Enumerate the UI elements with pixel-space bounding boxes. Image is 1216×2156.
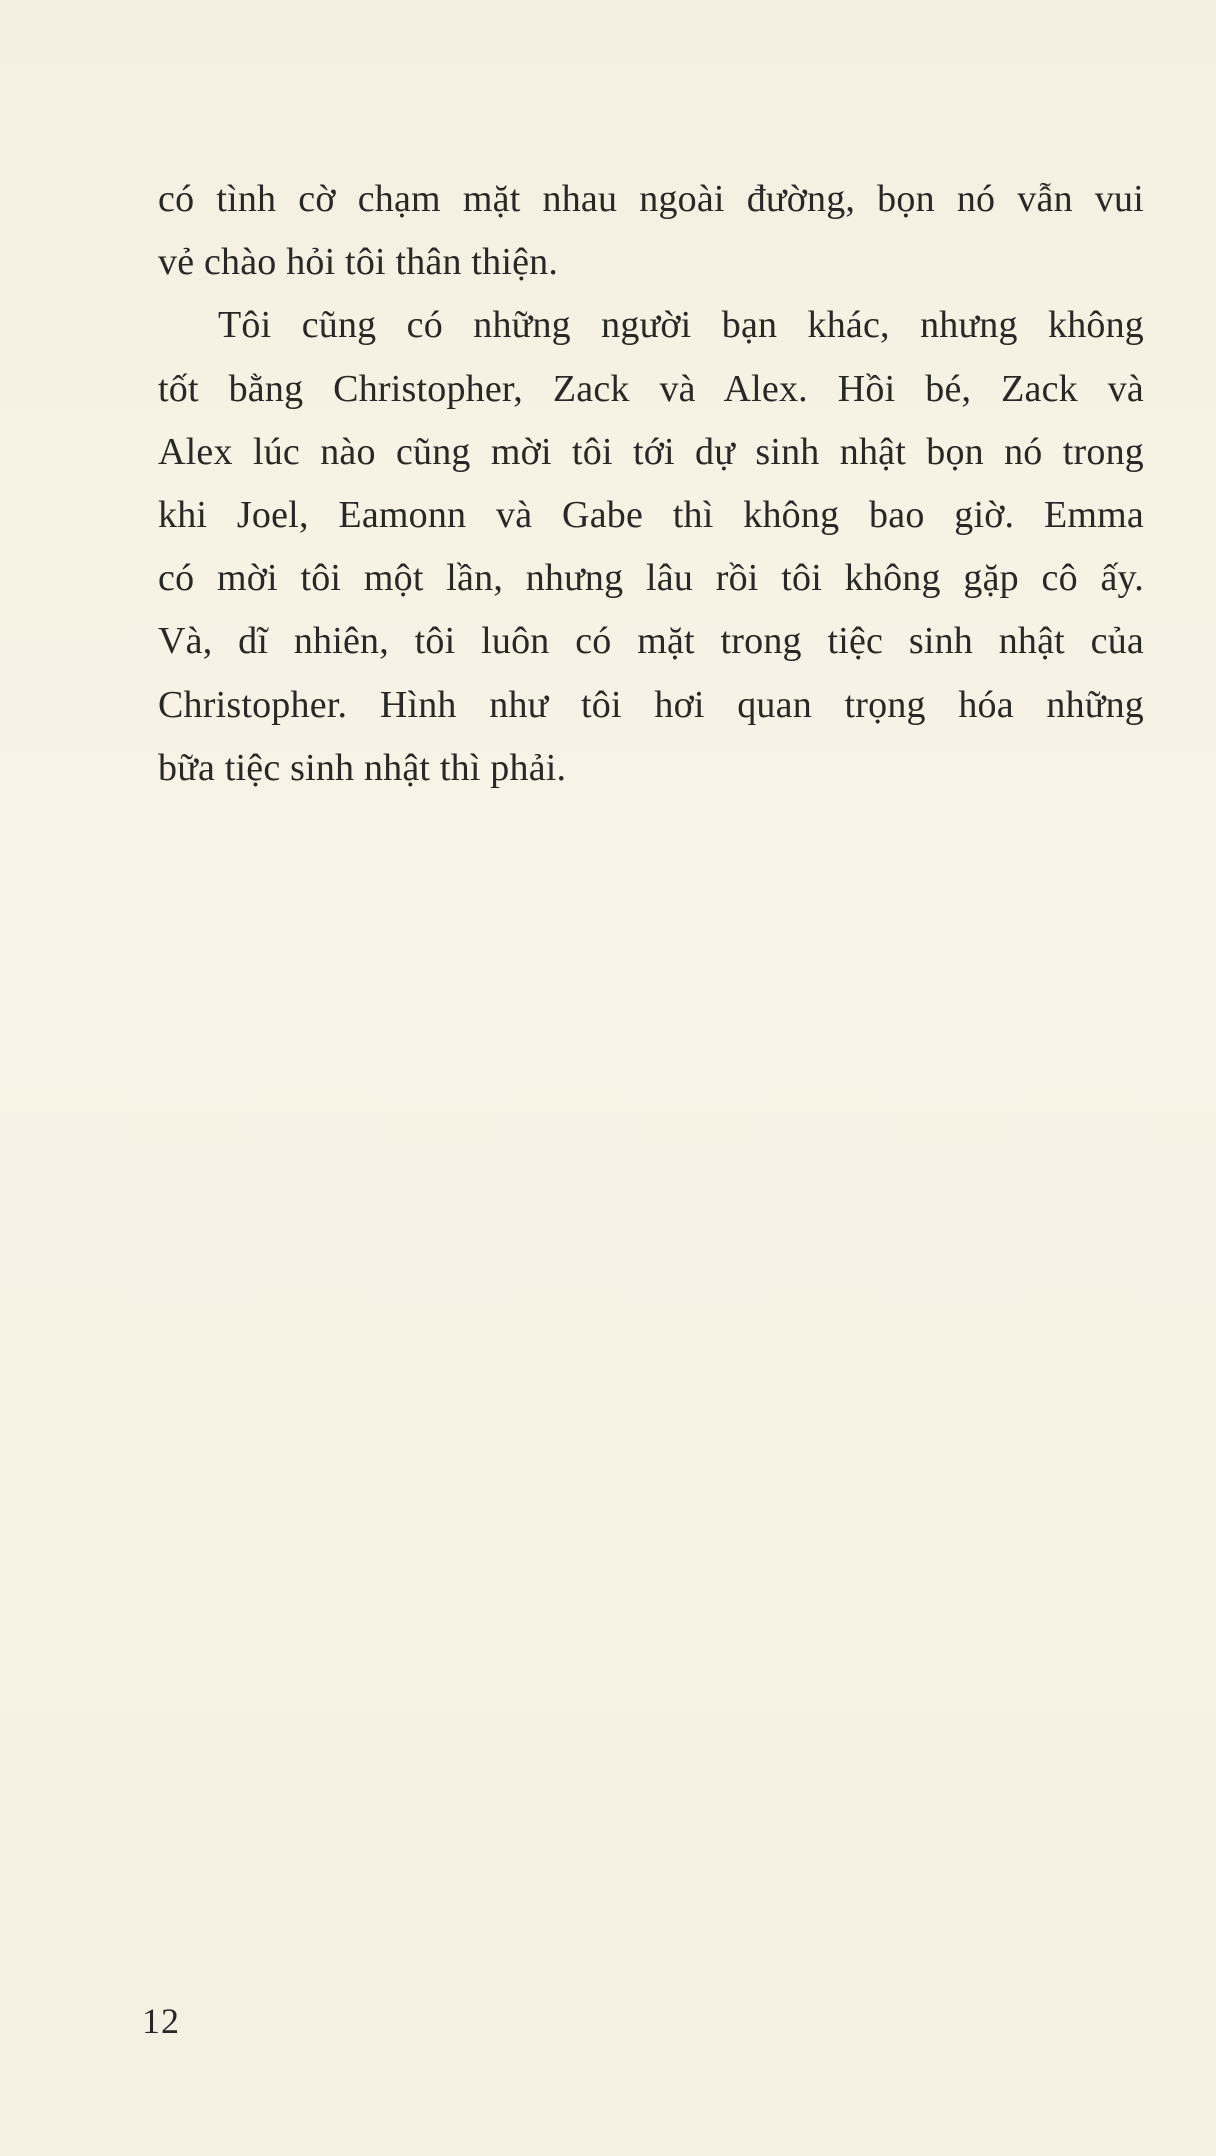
text-line: Tôi cũng có những người bạn khác, nhưng không bbox=[218, 304, 1144, 347]
body-text bbox=[158, 168, 1144, 800]
text-line: khi Joel, Eamonn và Gabe thì không bao giờ. Emma bbox=[158, 493, 1144, 536]
text-line: Alex lúc nào cũng mời tôi tới dự sinh nhật bọn nó trong bbox=[158, 430, 1144, 473]
text-line: tốt bằng Christopher, Zack và Alex. Hồi bé, Zack và bbox=[158, 367, 1144, 410]
text-line: Christopher. Hình như tôi hơi quan trọng hóa những bbox=[158, 683, 1144, 726]
text-line: có tình cờ chạm mặt nhau ngoài đường, bọn nó vẫn vui bbox=[158, 178, 1144, 220]
text-line: có mời tôi một lần, nhưng lâu rồi tôi không gặp cô ấy. bbox=[158, 557, 1144, 600]
text-line: Và, dĩ nhiên, tôi luôn có mặt trong tiệc sinh nhật của bbox=[158, 620, 1144, 663]
text-line: bữa tiệc sinh nhật thì phải. bbox=[158, 746, 567, 789]
page-number: 12 bbox=[142, 2001, 180, 2041]
text-line: vẻ chào hỏi tôi thân thiện. bbox=[158, 241, 559, 284]
